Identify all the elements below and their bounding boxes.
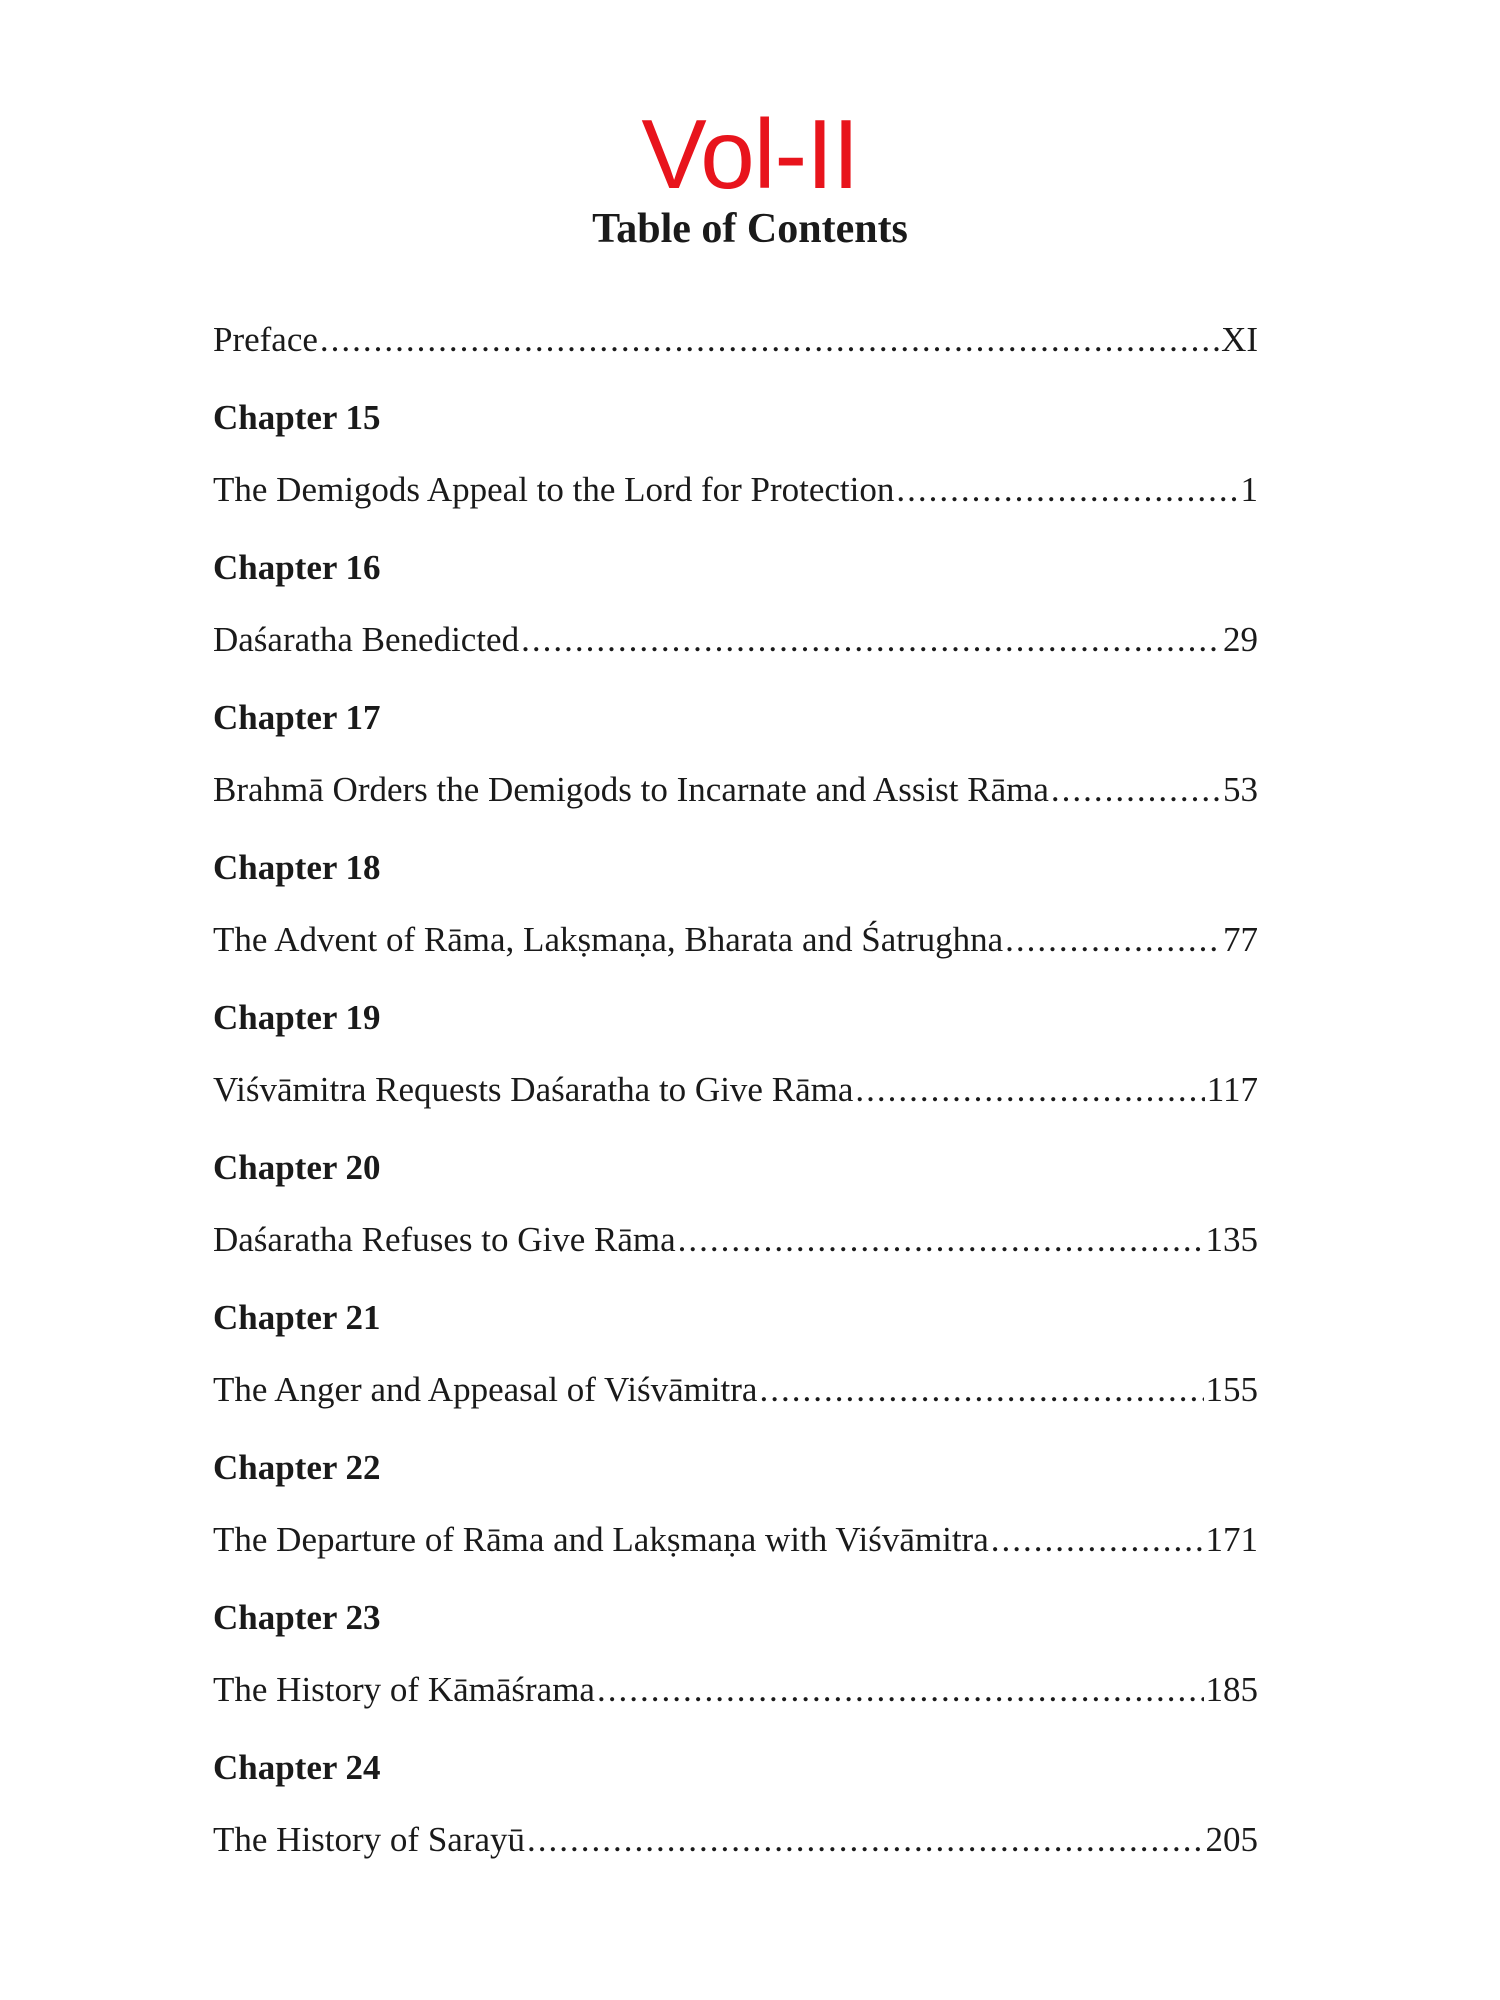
chapter-label: Chapter 22 bbox=[213, 1448, 381, 1487]
entry-title: The Anger and Appeasal of Viśvāmitra bbox=[213, 1370, 758, 1409]
toc-entry bbox=[213, 618, 1258, 662]
dot-leader bbox=[1051, 768, 1221, 812]
toc-chapter-17[interactable] bbox=[213, 696, 1258, 846]
page-number: 1 bbox=[1240, 470, 1258, 509]
toc-entry bbox=[213, 318, 1258, 362]
entry-title: Daśaratha Refuses to Give Rāma bbox=[213, 1220, 676, 1259]
page-number: 171 bbox=[1205, 1520, 1258, 1559]
toc-entry bbox=[213, 1218, 1258, 1262]
toc-chapter-21[interactable] bbox=[213, 1296, 1258, 1446]
page-number: 135 bbox=[1205, 1220, 1258, 1259]
chapter-label: Chapter 24 bbox=[213, 1748, 381, 1787]
dot-leader bbox=[597, 1668, 1204, 1712]
entry-title: The Demigods Appeal to the Lord for Protection bbox=[213, 470, 895, 509]
entry-title: Viśvāmitra Requests Daśaratha to Give Rāma bbox=[213, 1070, 854, 1109]
page-number: 117 bbox=[1206, 1070, 1258, 1109]
dot-leader bbox=[320, 318, 1219, 362]
entry-title: Brahmā Orders the Demigods to Incarnate and Assist Rāma bbox=[213, 770, 1049, 809]
dot-leader bbox=[1005, 918, 1221, 962]
chapter-label: Chapter 17 bbox=[213, 698, 381, 737]
toc-entry bbox=[213, 1668, 1258, 1712]
toc-entry bbox=[213, 768, 1258, 812]
entry-title: Preface bbox=[213, 320, 318, 359]
toc-chapter-15[interactable] bbox=[213, 396, 1258, 546]
toc-entry bbox=[213, 1068, 1258, 1112]
volume-title: Vol-II bbox=[641, 99, 859, 209]
page-number: 77 bbox=[1223, 920, 1258, 959]
page-number: 29 bbox=[1223, 620, 1258, 659]
page-number: 205 bbox=[1205, 1820, 1258, 1859]
dot-leader bbox=[896, 468, 1238, 512]
chapter-label: Chapter 21 bbox=[213, 1298, 381, 1337]
toc-entry bbox=[213, 1368, 1258, 1412]
page-number: 185 bbox=[1205, 1670, 1258, 1709]
dot-leader bbox=[991, 1518, 1204, 1562]
entry-title: The Departure of Rāma and Lakṣmaṇa with Viśvāmitra bbox=[213, 1520, 989, 1559]
entry-title: The History of Kāmāśrama bbox=[213, 1670, 595, 1709]
dot-leader bbox=[855, 1068, 1204, 1112]
chapter-label: Chapter 16 bbox=[213, 548, 381, 587]
entry-title: Daśaratha Benedicted bbox=[213, 620, 520, 659]
page-number: XI bbox=[1221, 320, 1258, 359]
toc-entry-preface[interactable] bbox=[213, 318, 1258, 396]
toc-chapter-20[interactable] bbox=[213, 1146, 1258, 1296]
chapter-label: Chapter 15 bbox=[213, 398, 381, 437]
toc-chapter-18[interactable] bbox=[213, 846, 1258, 996]
toc-chapter-22[interactable] bbox=[213, 1446, 1258, 1596]
chapter-label: Chapter 23 bbox=[213, 1598, 381, 1637]
toc-entry bbox=[213, 1518, 1258, 1562]
toc-entry bbox=[213, 1818, 1258, 1862]
toc-list bbox=[213, 318, 1258, 1896]
dot-leader bbox=[678, 1218, 1204, 1262]
dot-leader bbox=[521, 618, 1221, 662]
toc-chapter-24[interactable] bbox=[213, 1746, 1258, 1896]
chapter-label: Chapter 20 bbox=[213, 1148, 381, 1187]
page-number: 155 bbox=[1205, 1370, 1258, 1409]
toc-heading: Table of Contents bbox=[592, 206, 908, 252]
page-number: 53 bbox=[1223, 770, 1258, 809]
toc-chapter-16[interactable] bbox=[213, 546, 1258, 696]
toc-chapter-23[interactable] bbox=[213, 1596, 1258, 1746]
entry-title: The Advent of Rāma, Lakṣmaṇa, Bharata and Śatrughna bbox=[213, 920, 1004, 959]
dot-leader bbox=[527, 1818, 1203, 1862]
chapter-label: Chapter 18 bbox=[213, 848, 381, 887]
toc-entry bbox=[213, 918, 1258, 962]
toc-chapter-19[interactable] bbox=[213, 996, 1258, 1146]
toc-entry bbox=[213, 468, 1258, 512]
dot-leader bbox=[759, 1368, 1203, 1412]
chapter-label: Chapter 19 bbox=[213, 998, 381, 1037]
entry-title: The History of Sarayū bbox=[213, 1820, 526, 1859]
